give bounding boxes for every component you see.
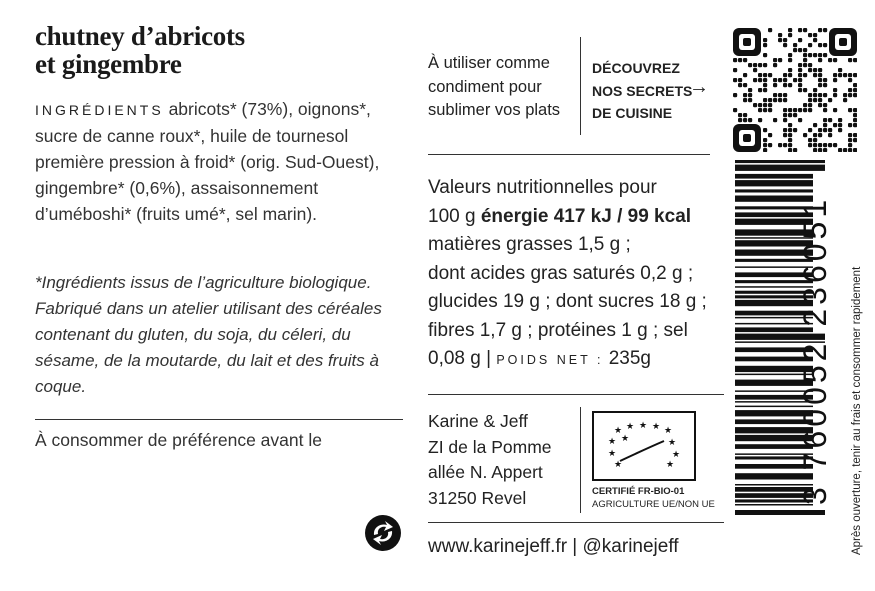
- qr-module: [853, 108, 857, 112]
- qr-code[interactable]: [733, 28, 857, 152]
- qr-module: [778, 78, 782, 82]
- qr-module: [763, 148, 767, 152]
- qr-module: [758, 108, 762, 112]
- discover-line1: DÉCOUVREZ: [592, 60, 680, 76]
- ingredients-block: [35, 96, 410, 227]
- qr-module: [833, 58, 837, 62]
- qr-module: [733, 58, 737, 62]
- qr-module: [833, 88, 837, 92]
- product-title: [35, 22, 245, 78]
- qr-module: [833, 78, 837, 82]
- nutrition-block: [428, 174, 728, 375]
- qr-module: [788, 108, 792, 112]
- nutrition-carbs: glucides 19 g ; dont sucres 18 g ;: [428, 291, 707, 312]
- qr-module: [788, 73, 792, 77]
- qr-module: [848, 133, 852, 137]
- qr-module: [798, 78, 802, 82]
- qr-module: [808, 43, 812, 47]
- organic-note: *Ingrédients issus de l’agriculture biologique. Fabriqué dans un atelier utilisant des céréales contenant du gluten, du soja, du céleri, du sésame, de la moutarde, du lait et des fruits à coque.: [35, 273, 382, 396]
- qr-module: [773, 58, 777, 62]
- qr-module: [733, 108, 737, 112]
- qr-module: [838, 118, 842, 122]
- qr-module: [813, 143, 817, 147]
- nutrition-saturated: dont acides gras saturés 0,2 g ;: [428, 262, 694, 284]
- qr-module: [808, 68, 812, 72]
- qr-module: [748, 88, 752, 92]
- qr-module: [788, 133, 792, 137]
- qr-module: [818, 78, 822, 82]
- nutrition-fat: matières grasses 1,5 g ;: [428, 234, 631, 255]
- svg-text:★: ★: [672, 450, 681, 460]
- qr-module: [828, 58, 832, 62]
- qr-module: [763, 138, 767, 142]
- svg-text:★: ★: [652, 422, 661, 432]
- qr-module: [808, 108, 812, 112]
- qr-module: [803, 108, 807, 112]
- qr-module: [798, 48, 802, 52]
- qr-module: [788, 113, 792, 117]
- qr-module: [778, 143, 782, 147]
- qr-module: [768, 143, 772, 147]
- qr-module: [763, 108, 767, 112]
- qr-module: [763, 88, 767, 92]
- qr-module: [773, 78, 777, 82]
- qr-module: [753, 103, 757, 107]
- qr-module: [813, 93, 817, 97]
- qr-module: [783, 73, 787, 77]
- qr-module: [768, 73, 772, 77]
- qr-module: [783, 113, 787, 117]
- qr-module: [783, 93, 787, 97]
- address-line1: Karine & Jeff: [428, 411, 528, 431]
- qr-module: [768, 108, 772, 112]
- qr-module: [758, 63, 762, 67]
- qr-module: [838, 68, 842, 72]
- svg-text:★: ★: [621, 434, 630, 444]
- qr-module: [768, 28, 772, 32]
- divider-top: [428, 154, 710, 155]
- qr-module: [818, 43, 822, 47]
- qr-module: [853, 113, 857, 117]
- qr-module: [823, 53, 827, 57]
- qr-module: [823, 103, 827, 107]
- best-before-text: À consommer de préférence avant le: [35, 430, 322, 450]
- qr-module: [853, 88, 857, 92]
- divider-left: [35, 419, 403, 420]
- qr-module: [818, 83, 822, 87]
- qr-module: [778, 93, 782, 97]
- product-title-line1: chutney d’abricots: [35, 21, 245, 51]
- qr-module: [763, 63, 767, 67]
- qr-module: [753, 78, 757, 82]
- svg-text:★: ★: [614, 426, 623, 436]
- nutrition-heading: Valeurs nutritionnelles pour: [428, 177, 657, 198]
- svg-text:★: ★: [626, 422, 635, 432]
- svg-text:★: ★: [668, 438, 677, 448]
- qr-module: [848, 58, 852, 62]
- qr-module: [743, 98, 747, 102]
- svg-text:★: ★: [614, 460, 623, 470]
- qr-module: [813, 68, 817, 72]
- qr-module: [788, 33, 792, 37]
- website-text[interactable]: www.karinejeff.fr | @karinejeff: [428, 536, 679, 557]
- qr-module: [828, 118, 832, 122]
- qr-module: [793, 128, 797, 132]
- qr-module: [823, 78, 827, 82]
- qr-module: [813, 88, 817, 92]
- qr-module: [813, 53, 817, 57]
- certification-origin: AGRICULTURE UE/NON UE: [592, 499, 715, 510]
- qr-module: [788, 58, 792, 62]
- barcode-bar: [735, 174, 813, 179]
- qr-module: [798, 38, 802, 42]
- qr-module: [813, 138, 817, 142]
- qr-module: [783, 83, 787, 87]
- net-weight-value: 235g: [608, 348, 651, 369]
- address-line3: allée N. Appert: [428, 462, 543, 482]
- discover-block[interactable]: [592, 57, 692, 125]
- qr-module: [813, 33, 817, 37]
- qr-module: [823, 93, 827, 97]
- qr-module: [843, 93, 847, 97]
- qr-module: [808, 138, 812, 142]
- qr-module: [753, 68, 757, 72]
- qr-module: [743, 93, 747, 97]
- svg-text:★: ★: [608, 449, 617, 459]
- qr-module: [768, 133, 772, 137]
- qr-module: [733, 78, 737, 82]
- green-dot-recycle-icon: [363, 513, 403, 553]
- qr-module: [798, 108, 802, 112]
- qr-module: [848, 138, 852, 142]
- qr-module: [843, 73, 847, 77]
- qr-module: [808, 98, 812, 102]
- qr-module: [758, 88, 762, 92]
- nutrition-salt-line: [428, 345, 728, 375]
- qr-module: [813, 38, 817, 42]
- qr-module: [818, 28, 822, 32]
- qr-module: [813, 123, 817, 127]
- svg-text:★: ★: [666, 460, 675, 470]
- qr-module: [838, 73, 842, 77]
- nutrition-fibre-protein: fibres 1,7 g ; protéines 1 g ; sel: [428, 319, 688, 341]
- qr-module: [813, 98, 817, 102]
- qr-module: [748, 93, 752, 97]
- qr-module: [828, 133, 832, 137]
- qr-module: [738, 113, 742, 117]
- net-weight-label: POIDS NET :: [496, 353, 604, 367]
- svg-text:★: ★: [608, 437, 617, 447]
- ingredients-label: INGRÉDIENTS: [35, 102, 164, 118]
- qr-module: [848, 123, 852, 127]
- qr-module: [853, 138, 857, 142]
- qr-module: [833, 73, 837, 77]
- qr-module: [743, 83, 747, 87]
- qr-module: [743, 118, 747, 122]
- qr-module: [843, 98, 847, 102]
- qr-module: [783, 98, 787, 102]
- qr-module: [788, 143, 792, 147]
- qr-module: [773, 98, 777, 102]
- qr-module: [803, 53, 807, 57]
- address-line4: 31250 Revel: [428, 487, 527, 508]
- discover-line3: DE CUISINE: [592, 105, 673, 121]
- qr-module: [808, 103, 812, 107]
- divider-middle: [428, 394, 724, 395]
- qr-module: [848, 143, 852, 147]
- qr-module: [853, 123, 857, 127]
- qr-module: [768, 103, 772, 107]
- qr-module: [853, 93, 857, 97]
- eu-organic-leaf-icon: [592, 411, 696, 481]
- address-separator: [580, 407, 581, 513]
- qr-module: [758, 103, 762, 107]
- qr-module: [838, 123, 842, 127]
- qr-module: [803, 28, 807, 32]
- qr-module: [823, 128, 827, 132]
- qr-module: [788, 128, 792, 132]
- qr-module: [813, 73, 817, 77]
- qr-module: [743, 58, 747, 62]
- usage-text: À utiliser comme condiment pour sublimer vos plats: [428, 54, 561, 119]
- ingredients-text: abricots* (73%), oignons*, sucre de canne roux*, huile de tournesol première pression à froid* (orig. Sud-Ouest), gingembre* (0,6%), assaisonnement d’uméboshi* (fruits umé*, sel marin).: [35, 99, 380, 224]
- qr-module: [823, 118, 827, 122]
- qr-module: [788, 83, 792, 87]
- qr-module: [743, 113, 747, 117]
- usage-separator: [580, 37, 581, 135]
- qr-module: [833, 108, 837, 112]
- qr-module: [818, 98, 822, 102]
- qr-module: [818, 53, 822, 57]
- qr-module: [803, 103, 807, 107]
- qr-module: [798, 63, 802, 67]
- qr-module: [798, 28, 802, 32]
- barcode-bar: [735, 160, 825, 163]
- qr-module: [773, 63, 777, 67]
- qr-module: [768, 98, 772, 102]
- qr-module: [813, 148, 817, 152]
- qr-module: [738, 58, 742, 62]
- qr-module: [793, 113, 797, 117]
- qr-module: [793, 108, 797, 112]
- qr-module: [758, 118, 762, 122]
- qr-module: [803, 63, 807, 67]
- qr-module: [823, 108, 827, 112]
- qr-module: [733, 68, 737, 72]
- qr-module: [828, 98, 832, 102]
- qr-module: [808, 143, 812, 147]
- qr-module: [783, 78, 787, 82]
- qr-module: [783, 118, 787, 122]
- qr-module: [778, 38, 782, 42]
- qr-module: [848, 93, 852, 97]
- divider-bottom: [428, 522, 724, 523]
- qr-module: [823, 28, 827, 32]
- qr-module: [793, 78, 797, 82]
- qr-module: [853, 73, 857, 77]
- qr-module: [848, 108, 852, 112]
- qr-module: [823, 43, 827, 47]
- qr-module: [738, 83, 742, 87]
- qr-module: [848, 73, 852, 77]
- qr-module: [818, 133, 822, 137]
- qr-module: [818, 143, 822, 147]
- qr-module: [793, 43, 797, 47]
- qr-module: [788, 138, 792, 142]
- qr-module: [788, 148, 792, 152]
- qr-module: [763, 128, 767, 132]
- qr-module: [848, 88, 852, 92]
- qr-module: [828, 143, 832, 147]
- qr-module: [773, 83, 777, 87]
- qr-module: [853, 148, 857, 152]
- qr-module: [808, 63, 812, 67]
- qr-module: [763, 83, 767, 87]
- qr-module: [783, 38, 787, 42]
- qr-module: [788, 68, 792, 72]
- qr-module: [748, 98, 752, 102]
- qr-module: [763, 98, 767, 102]
- qr-module: [783, 43, 787, 47]
- qr-module: [818, 93, 822, 97]
- barcode-digits: 3 760052 236051: [797, 195, 833, 505]
- qr-module: [798, 68, 802, 72]
- qr-module: [748, 118, 752, 122]
- qr-module: [793, 48, 797, 52]
- qr-module: [763, 143, 767, 147]
- qr-module: [798, 73, 802, 77]
- qr-module: [808, 53, 812, 57]
- qr-module: [773, 93, 777, 97]
- qr-module: [783, 108, 787, 112]
- qr-module: [738, 78, 742, 82]
- qr-module: [818, 103, 822, 107]
- address-block: [428, 409, 552, 511]
- nutrition-salt: 0,08 g |: [428, 348, 492, 369]
- qr-module: [763, 78, 767, 82]
- qr-module: [803, 58, 807, 62]
- qr-module: [798, 118, 802, 122]
- barcode-bar: [735, 165, 825, 171]
- qr-module: [778, 58, 782, 62]
- qr-module: [828, 128, 832, 132]
- nutrition-energy: énergie 417 kJ / 99 kcal: [480, 205, 692, 227]
- qr-module: [803, 48, 807, 52]
- qr-module: [833, 123, 837, 127]
- qr-module: [838, 128, 842, 132]
- qr-module: [758, 73, 762, 77]
- qr-module: [763, 53, 767, 57]
- svg-text:★: ★: [639, 421, 648, 431]
- qr-module: [818, 128, 822, 132]
- qr-module: [788, 28, 792, 32]
- address-line2: ZI de la Pomme: [428, 436, 552, 457]
- qr-module: [853, 58, 857, 62]
- qr-module: [843, 148, 847, 152]
- barcode-bar: [735, 510, 825, 515]
- qr-module: [848, 148, 852, 152]
- qr-module: [823, 83, 827, 87]
- qr-module: [753, 63, 757, 67]
- qr-module: [798, 88, 802, 92]
- qr-module: [793, 148, 797, 152]
- qr-module: [823, 148, 827, 152]
- qr-module: [763, 103, 767, 107]
- qr-module: [818, 58, 822, 62]
- qr-module: [808, 93, 812, 97]
- qr-module: [783, 143, 787, 147]
- qr-module: [763, 43, 767, 47]
- qr-module: [743, 73, 747, 77]
- qr-module: [763, 38, 767, 42]
- qr-module: [818, 68, 822, 72]
- qr-module: [803, 88, 807, 92]
- certification-code: CERTIFIÉ FR-BIO-01: [592, 486, 685, 497]
- qr-module: [818, 148, 822, 152]
- product-title-line2: et gingembre: [35, 49, 182, 79]
- qr-module: [808, 128, 812, 132]
- discover-line2: NOS SECRETS: [592, 82, 693, 99]
- qr-module: [788, 53, 792, 57]
- qr-module: [778, 33, 782, 37]
- qr-module: [733, 93, 737, 97]
- qr-module: [853, 83, 857, 87]
- qr-module: [763, 73, 767, 77]
- storage-text: Après ouverture, tenir au frais et consommer rapidement: [851, 266, 863, 555]
- nutrition-energy-line: [428, 203, 728, 232]
- qr-module: [813, 133, 817, 137]
- qr-module: [773, 118, 777, 122]
- qr-module: [783, 133, 787, 137]
- qr-module: [818, 73, 822, 77]
- qr-module: [853, 133, 857, 137]
- qr-module: [848, 78, 852, 82]
- qr-module: [788, 123, 792, 127]
- qr-module: [748, 63, 752, 67]
- qr-module: [823, 123, 827, 127]
- qr-module: [823, 143, 827, 147]
- qr-module: [798, 83, 802, 87]
- qr-module: [808, 33, 812, 37]
- qr-module: [853, 118, 857, 122]
- qr-module: [833, 93, 837, 97]
- arrow-right-icon: →: [689, 76, 709, 98]
- qr-module: [758, 78, 762, 82]
- qr-module: [778, 98, 782, 102]
- qr-module: [738, 118, 742, 122]
- svg-text:★: ★: [664, 426, 673, 436]
- qr-module: [838, 148, 842, 152]
- qr-module: [833, 143, 837, 147]
- qr-module: [803, 133, 807, 137]
- nutrition-per: 100 g: [428, 205, 476, 227]
- qr-module: [783, 128, 787, 132]
- qr-module: [803, 73, 807, 77]
